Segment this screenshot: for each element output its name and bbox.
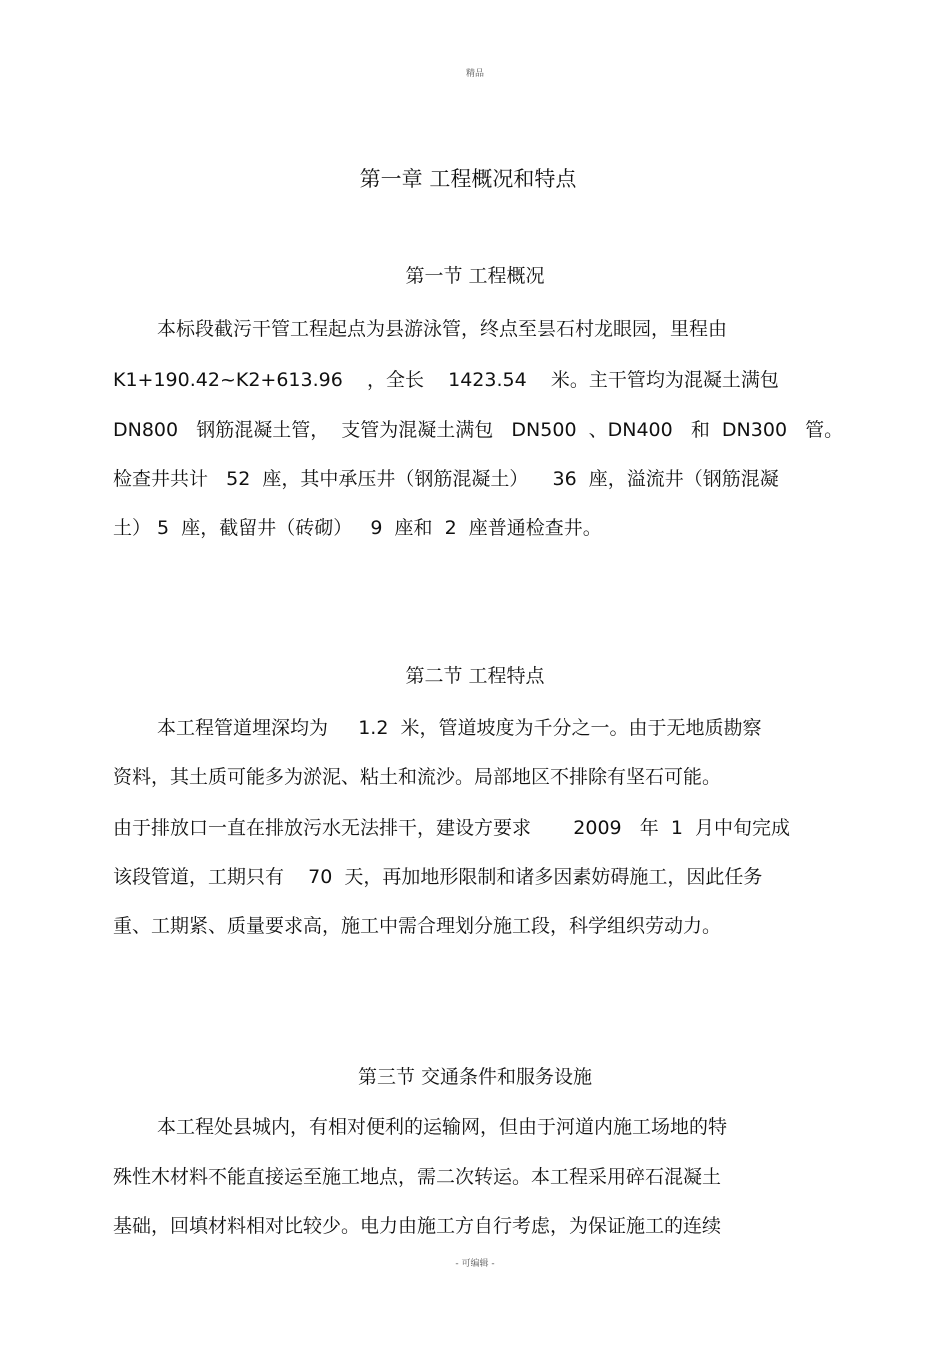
section-title-1: 第一节 工程概况 bbox=[405, 265, 545, 287]
paragraph-line: 基础，回填材料相对比较少。电力由施工方自行考虑，为保证施工的连续 bbox=[113, 1215, 722, 1237]
paragraph-line: 殊性木材料不能直接运至施工地点，需二次转运。本工程采用碎石混凝土 bbox=[113, 1166, 722, 1188]
section-title-2: 第二节 工程特点 bbox=[405, 665, 545, 687]
paragraph-line: 本标段截污干管工程起点为县游泳管，终点至昙石村龙眼园，里程由 bbox=[157, 318, 728, 340]
chapter-title: 第一章 工程概况和特点 bbox=[359, 167, 577, 191]
paragraph-line: 资料，其土质可能多为淤泥、粘土和流沙。局部地区不排除有坚石可能。 bbox=[113, 766, 722, 788]
paragraph-line: 重、工期紧、质量要求高，施工中需合理划分施工段，科学组织劳动力。 bbox=[113, 915, 722, 937]
header-mark: 精品 bbox=[465, 69, 484, 79]
section-title-3: 第三节 交通条件和服务设施 bbox=[357, 1066, 593, 1088]
paragraph-line: DN800 钢筋混凝土管， 支管为混凝土满包 DN500 、DN400 和 DN300 管。 bbox=[113, 419, 844, 441]
paragraph-line: 土） 5 座，截留井（砖砌） 9 座和 2 座普通检查井。 bbox=[113, 517, 602, 539]
paragraph-line: K1+190.42~K2+613.96 ，全长 1423.54 米。主干管均为混凝土满包 bbox=[113, 369, 779, 391]
paragraph-line: 由于排放口一直在排放污水无法排干，建设方要求 2009 年 1 月中旬完成 bbox=[113, 817, 790, 839]
paragraph-line: 检查井共计 52 座，其中承压井（钢筋混凝土） 36 座，溢流井（钢筋混凝 bbox=[113, 468, 779, 490]
footer-mark: - 可编辑 - bbox=[455, 1259, 495, 1269]
paragraph-line: 本工程管道埋深均为 1.2 米，管道坡度为千分之一。由于无地质勘察 bbox=[157, 717, 762, 739]
paragraph-line: 该段管道，工期只有 70 天，再加地形限制和诸多因素妨碍施工，因此任务 bbox=[113, 866, 763, 888]
paragraph-line: 本工程处县城内，有相对便利的运输网，但由于河道内施工场地的特 bbox=[157, 1116, 728, 1138]
